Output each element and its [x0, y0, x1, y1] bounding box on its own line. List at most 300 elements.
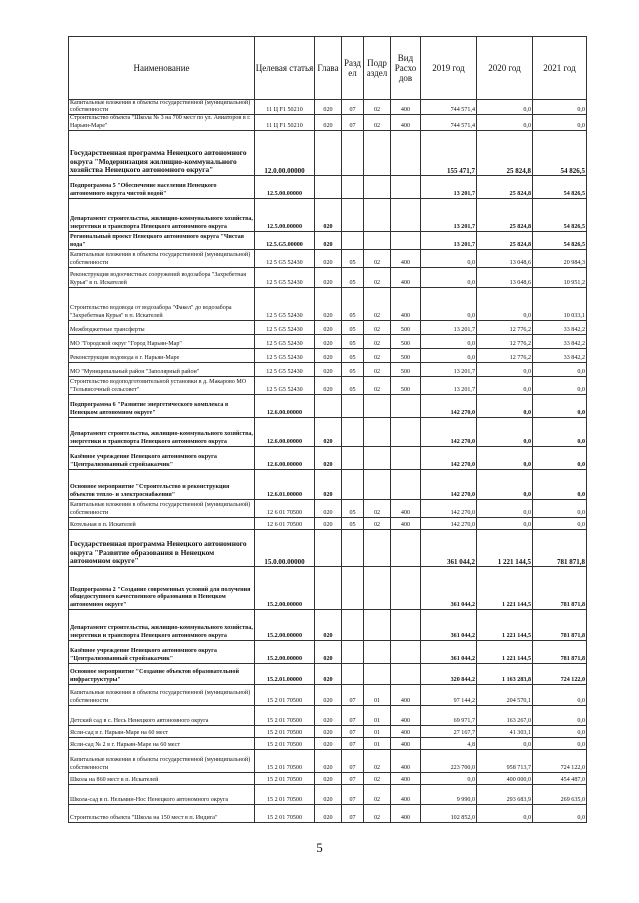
- row-target: 12 5 G5 52430: [255, 287, 315, 320]
- row-section: 07: [342, 772, 364, 784]
- row-name: Подпрограмма 5 "Обеспечение населения Ненецкого автономного округа чистой водой": [69, 175, 255, 198]
- row-2019: 13 201,7: [421, 198, 477, 231]
- row-subsection: 02: [364, 362, 391, 376]
- row-name: Подпрограмма 2 "Создание современных условий для получения общедоступного качественного образования в Ненецком автономном округе": [69, 566, 255, 609]
- row-section: 07: [342, 737, 364, 749]
- row-2019: 9 990,0: [421, 784, 477, 804]
- row-subsection: 02: [364, 772, 391, 784]
- row-chapter: 020: [315, 417, 342, 446]
- row-target: 12.5.00.00000: [255, 198, 315, 231]
- row-expense-type: 500: [391, 334, 421, 348]
- row-name: Детский сад в с. Несь Ненецкого автономного округа: [69, 705, 255, 725]
- row-2019: 0,0: [421, 287, 477, 320]
- row-2021: 0,0: [533, 417, 587, 446]
- row-chapter: 020: [315, 737, 342, 749]
- row-2019: 4,8: [421, 737, 477, 749]
- row-2021: 0,0: [533, 469, 587, 499]
- row-2021: 10 033,1: [533, 287, 587, 320]
- row-2019: 0,0: [421, 249, 477, 267]
- row-chapter: 020: [315, 469, 342, 499]
- table-row: [69, 130, 587, 175]
- table-row: [69, 417, 587, 446]
- row-chapter: [315, 529, 342, 566]
- row-chapter: 020: [315, 198, 342, 231]
- row-subsection: [364, 566, 391, 609]
- row-2020: 1 221 144,5: [477, 640, 533, 663]
- row-section: [342, 566, 364, 609]
- row-target: 12 5 G5 52430: [255, 348, 315, 362]
- row-2020: 12 776,2: [477, 334, 533, 348]
- row-target: 12.6.00.00000: [255, 417, 315, 446]
- row-name: Капитальные вложения в объекты государственной (муниципальной) собственности: [69, 684, 255, 705]
- row-chapter: 020: [315, 287, 342, 320]
- row-2021: 33 842,2: [533, 320, 587, 334]
- row-2019: 361 044,2: [421, 640, 477, 663]
- row-2019: 142 270,0: [421, 446, 477, 469]
- table-row: [69, 684, 587, 705]
- row-expense-type: 400: [391, 267, 421, 287]
- row-2021: 0,0: [533, 100, 587, 115]
- row-section: 05: [342, 517, 364, 529]
- row-subsection: 02: [364, 784, 391, 804]
- row-2019: 320 844,2: [421, 663, 477, 684]
- row-subsection: [364, 640, 391, 663]
- row-expense-type: [391, 469, 421, 499]
- row-subsection: 02: [364, 348, 391, 362]
- row-section: 07: [342, 684, 364, 705]
- table-row: [69, 772, 587, 784]
- row-name: Департамент строительства, жилищно-коммунального хозяйства, энергетики и транспорта Ненецкого автономного округа: [69, 198, 255, 231]
- row-section: [342, 198, 364, 231]
- header-target: Целевая статья: [255, 37, 315, 100]
- row-2019: 0,0: [421, 772, 477, 784]
- row-2021: 781 871,8: [533, 566, 587, 609]
- row-expense-type: 400: [391, 249, 421, 267]
- row-chapter: 020: [315, 772, 342, 784]
- row-2021: 781 871,8: [533, 640, 587, 663]
- row-2019: 0,0: [421, 348, 477, 362]
- row-section: [342, 640, 364, 663]
- budget-table: [68, 36, 587, 823]
- row-2020: 400 000,0: [477, 772, 533, 784]
- row-chapter: 020: [315, 725, 342, 737]
- row-subsection: 02: [364, 376, 391, 394]
- header-expense-type: Вид Расхо дов: [391, 37, 421, 100]
- table-row: [69, 100, 587, 115]
- row-2021: 10 951,2: [533, 267, 587, 287]
- row-chapter: 020: [315, 376, 342, 394]
- header-2020: 2020 год: [477, 37, 533, 100]
- row-2019: 142 270,0: [421, 394, 477, 417]
- row-section: [342, 609, 364, 640]
- row-chapter: 020: [315, 348, 342, 362]
- row-chapter: [315, 394, 342, 417]
- header-name: Наименование: [69, 37, 255, 100]
- row-expense-type: 400: [391, 705, 421, 725]
- table-row: [69, 784, 587, 804]
- table-row: [69, 705, 587, 725]
- row-2021: 0,0: [533, 517, 587, 529]
- row-section: 05: [342, 362, 364, 376]
- row-expense-type: 400: [391, 737, 421, 749]
- table-row: [69, 287, 587, 320]
- row-target: 15 2 01 70500: [255, 784, 315, 804]
- row-2019: 155 471,7: [421, 130, 477, 175]
- row-target: 15 2 01 70500: [255, 684, 315, 705]
- row-2021: 781 871,8: [533, 609, 587, 640]
- row-expense-type: [391, 198, 421, 231]
- row-expense-type: 500: [391, 376, 421, 394]
- row-2020: 293 683,9: [477, 784, 533, 804]
- row-chapter: 020: [315, 517, 342, 529]
- row-2019: 744 571,4: [421, 100, 477, 115]
- row-chapter: 020: [315, 231, 342, 249]
- row-2020: 25 824,8: [477, 231, 533, 249]
- row-2020: 204 570,1: [477, 684, 533, 705]
- row-target: 12 6 01 70500: [255, 517, 315, 529]
- row-chapter: 020: [315, 609, 342, 640]
- table-row: [69, 362, 587, 376]
- table-row: [69, 198, 587, 231]
- table-row: [69, 529, 587, 566]
- row-subsection: 01: [364, 684, 391, 705]
- row-expense-type: 400: [391, 517, 421, 529]
- row-section: 07: [342, 804, 364, 822]
- row-2020: 163 267,0: [477, 705, 533, 725]
- row-expense-type: [391, 529, 421, 566]
- table-row: [69, 231, 587, 249]
- table-row: [69, 725, 587, 737]
- row-2021: 0,0: [533, 499, 587, 517]
- row-expense-type: [391, 609, 421, 640]
- row-2020: 0,0: [477, 394, 533, 417]
- row-2019: 13 201,7: [421, 320, 477, 334]
- row-target: 12.0.00.00000: [255, 130, 315, 175]
- row-2019: 361 044,2: [421, 566, 477, 609]
- row-chapter: 020: [315, 320, 342, 334]
- row-chapter: 020: [315, 684, 342, 705]
- row-2020: 13 048,6: [477, 249, 533, 267]
- row-target: 15.2.00.00000: [255, 640, 315, 663]
- row-name: Региональный проект Ненецкого автономного округа "Чистая вода": [69, 231, 255, 249]
- row-chapter: 020: [315, 362, 342, 376]
- table-row: [69, 517, 587, 529]
- row-subsection: [364, 231, 391, 249]
- row-subsection: [364, 394, 391, 417]
- row-subsection: [364, 198, 391, 231]
- row-2019: 13 201,7: [421, 231, 477, 249]
- row-subsection: 02: [364, 804, 391, 822]
- row-chapter: 020: [315, 705, 342, 725]
- row-name: Строительство водоподготовительной установки в д. Макарово МО "Тельвисочный сельсовет": [69, 376, 255, 394]
- row-target: 12.6.00.00000: [255, 446, 315, 469]
- row-section: 05: [342, 287, 364, 320]
- row-2020: 0,0: [477, 446, 533, 469]
- row-2020: 25 824,8: [477, 130, 533, 175]
- table-row: [69, 267, 587, 287]
- row-2021: 0,0: [533, 362, 587, 376]
- row-chapter: 020: [315, 334, 342, 348]
- table-row: [69, 804, 587, 822]
- row-expense-type: [391, 446, 421, 469]
- row-2020: 1 221 144,5: [477, 566, 533, 609]
- row-subsection: 01: [364, 737, 391, 749]
- row-target: 15 2 01 70500: [255, 749, 315, 772]
- row-target: 12.5.G5.00000: [255, 231, 315, 249]
- row-2019: 142 270,0: [421, 469, 477, 499]
- table-row: [69, 609, 587, 640]
- row-name: Школа на 860 мест в п. Искателей: [69, 772, 255, 784]
- row-subsection: 01: [364, 725, 391, 737]
- row-expense-type: 500: [391, 362, 421, 376]
- row-name: Реконструкция водоочистных сооружений водозабора "Захребетная Курья" в п. Искателей: [69, 267, 255, 287]
- row-expense-type: 400: [391, 115, 421, 130]
- row-2021: 269 635,0: [533, 784, 587, 804]
- row-section: 07: [342, 749, 364, 772]
- row-2019: 0,0: [421, 334, 477, 348]
- row-subsection: 02: [364, 320, 391, 334]
- row-target: 12 5 G5 52430: [255, 362, 315, 376]
- row-section: 07: [342, 725, 364, 737]
- row-subsection: 02: [364, 249, 391, 267]
- row-name: Департамент строительства, жилищно-коммунального хозяйства, энергетики и транспорта Ненецкого автономного округа: [69, 417, 255, 446]
- header-chapter: Глава: [315, 37, 342, 100]
- row-expense-type: 400: [391, 499, 421, 517]
- row-2019: 0,0: [421, 267, 477, 287]
- row-2020: 0,0: [477, 737, 533, 749]
- row-chapter: 020: [315, 804, 342, 822]
- row-section: 07: [342, 705, 364, 725]
- row-subsection: 02: [364, 517, 391, 529]
- row-subsection: [364, 469, 391, 499]
- row-expense-type: [391, 417, 421, 446]
- row-target: 12 5 G5 52430: [255, 267, 315, 287]
- row-section: [342, 529, 364, 566]
- page-number: 5: [316, 840, 323, 855]
- row-2019: 27 167,7: [421, 725, 477, 737]
- table-row: [69, 115, 587, 130]
- row-expense-type: [391, 175, 421, 198]
- row-2021: 0,0: [533, 804, 587, 822]
- row-name: Капитальные вложения в объекты государственной (муниципальной) собственности: [69, 249, 255, 267]
- table-row: [69, 249, 587, 267]
- row-2019: 13 201,7: [421, 376, 477, 394]
- row-chapter: 020: [315, 267, 342, 287]
- row-expense-type: 400: [391, 100, 421, 115]
- row-name: Межбюджетные трансферты: [69, 320, 255, 334]
- row-2020: 0,0: [477, 469, 533, 499]
- row-chapter: 020: [315, 784, 342, 804]
- row-subsection: [364, 175, 391, 198]
- row-name: Подпрограмма 6 "Развитие энергетического комплекса в Ненецком автономном округе": [69, 394, 255, 417]
- row-target: 15 2 01 70500: [255, 705, 315, 725]
- row-2020: 1 221 144,5: [477, 609, 533, 640]
- row-subsection: [364, 417, 391, 446]
- row-2021: 0,0: [533, 394, 587, 417]
- row-subsection: 02: [364, 334, 391, 348]
- row-2019: 97 144,2: [421, 684, 477, 705]
- row-target: 12.6.01.00000: [255, 469, 315, 499]
- row-2021: 781 871,8: [533, 529, 587, 566]
- row-section: 05: [342, 320, 364, 334]
- row-chapter: 020: [315, 640, 342, 663]
- table-row: [69, 376, 587, 394]
- row-expense-type: [391, 394, 421, 417]
- row-expense-type: 400: [391, 772, 421, 784]
- row-name: Реконструкция водовода в г. Нарьян-Маре: [69, 348, 255, 362]
- row-chapter: 020: [315, 115, 342, 130]
- row-expense-type: [391, 663, 421, 684]
- row-2020: 12 776,2: [477, 348, 533, 362]
- row-2020: 0,0: [477, 499, 533, 517]
- row-2019: 361 044,2: [421, 609, 477, 640]
- row-section: [342, 663, 364, 684]
- table-row: [69, 749, 587, 772]
- row-2019: 102 852,0: [421, 804, 477, 822]
- row-name: МО "Муниципальный район "Заполярный район": [69, 362, 255, 376]
- row-2021: 0,0: [533, 115, 587, 130]
- row-chapter: 020: [315, 446, 342, 469]
- row-2019: 13 201,7: [421, 362, 477, 376]
- row-2019: 142 270,0: [421, 517, 477, 529]
- row-target: 11 Ц F1 50210: [255, 115, 315, 130]
- row-target: 12 6 01 70500: [255, 499, 315, 517]
- row-2020: 0,0: [477, 362, 533, 376]
- row-target: 15 2 01 70500: [255, 737, 315, 749]
- row-section: 05: [342, 348, 364, 362]
- row-2021: 0,0: [533, 725, 587, 737]
- row-subsection: 02: [364, 499, 391, 517]
- table-row: [69, 663, 587, 684]
- row-2021: 724 122,0: [533, 749, 587, 772]
- row-target: 15.2.00.00000: [255, 609, 315, 640]
- table-header-row: [69, 37, 587, 100]
- row-2021: 54 826,5: [533, 175, 587, 198]
- row-2021: 454 487,0: [533, 772, 587, 784]
- row-2019: 223 700,0: [421, 749, 477, 772]
- row-target: 15 2 01 70500: [255, 804, 315, 822]
- row-expense-type: [391, 231, 421, 249]
- row-expense-type: 500: [391, 348, 421, 362]
- row-chapter: 020: [315, 749, 342, 772]
- row-2020: 25 824,8: [477, 175, 533, 198]
- row-expense-type: 400: [391, 749, 421, 772]
- row-expense-type: [391, 566, 421, 609]
- row-2021: 0,0: [533, 705, 587, 725]
- table-row: [69, 737, 587, 749]
- row-name: Строительство водовода от водозабора "Факел" до водозабора "Захребетная Курья" в п. Искателей: [69, 287, 255, 320]
- row-name: Казённое учреждение Ненецкого автономного округа "Централизованный стройзаказчик": [69, 446, 255, 469]
- row-2021: 0,0: [533, 684, 587, 705]
- row-name: Государственная программа Ненецкого автономного округа "Модернизация жилищно-коммунального хозяйства Ненецкого автономного округа": [69, 130, 255, 175]
- row-name: Основное мероприятие "Строительство и реконструкция объектов тепло- и электроснабжения": [69, 469, 255, 499]
- row-2021: 0,0: [533, 446, 587, 469]
- row-name: Государственная программа Ненецкого автономного округа "Развитие образования в Ненецком автономном округе": [69, 529, 255, 566]
- row-2020: 0,0: [477, 417, 533, 446]
- row-section: [342, 130, 364, 175]
- row-2020: 0,0: [477, 517, 533, 529]
- row-section: 05: [342, 249, 364, 267]
- row-name: Строительство объекта "Школа на 150 мест в п. Индига": [69, 804, 255, 822]
- row-section: [342, 175, 364, 198]
- table-row: [69, 348, 587, 362]
- row-section: [342, 469, 364, 499]
- row-name: Капитальные вложения в объекты государственной (муниципальной) собственности: [69, 499, 255, 517]
- row-2019: 142 270,0: [421, 499, 477, 517]
- row-2020: 0,0: [477, 115, 533, 130]
- row-name: Строительство объекта "Школа № 3 на 700 мест по ул. Авиаторов в г. Нарьян-Маре": [69, 115, 255, 130]
- row-subsection: 01: [364, 705, 391, 725]
- header-section: Разд ел: [342, 37, 364, 100]
- row-2020: 1 221 144,5: [477, 529, 533, 566]
- row-subsection: 02: [364, 115, 391, 130]
- row-expense-type: [391, 130, 421, 175]
- row-subsection: [364, 663, 391, 684]
- row-subsection: [364, 529, 391, 566]
- row-expense-type: 400: [391, 287, 421, 320]
- row-2020: 0,0: [477, 287, 533, 320]
- row-section: 05: [342, 334, 364, 348]
- row-2020: 41 303,1: [477, 725, 533, 737]
- row-section: 05: [342, 267, 364, 287]
- table-row: [69, 566, 587, 609]
- row-subsection: 02: [364, 749, 391, 772]
- table-row: [69, 334, 587, 348]
- row-name: Капитальные вложения в объекты государственной (муниципальной) собственности: [69, 749, 255, 772]
- row-expense-type: 400: [391, 725, 421, 737]
- row-2019: 13 201,7: [421, 175, 477, 198]
- row-2019: 361 044,2: [421, 529, 477, 566]
- row-target: 12 5 G5 52430: [255, 376, 315, 394]
- header-subsection: Подр аздел: [364, 37, 391, 100]
- row-2020: 25 824,8: [477, 198, 533, 231]
- row-subsection: 02: [364, 100, 391, 115]
- row-chapter: 020: [315, 499, 342, 517]
- row-name: Школа-сад в п. Нельмин-Нос Ненецкого автономного округа: [69, 784, 255, 804]
- row-section: [342, 231, 364, 249]
- table-row: [69, 446, 587, 469]
- row-2021: 33 842,2: [533, 334, 587, 348]
- table-row: [69, 499, 587, 517]
- row-chapter: [315, 175, 342, 198]
- row-target: 12 5 G5 52430: [255, 249, 315, 267]
- row-target: 15.2.01.00000: [255, 663, 315, 684]
- row-subsection: [364, 609, 391, 640]
- row-2020: 1 163 283,8: [477, 663, 533, 684]
- row-2020: 0,0: [477, 376, 533, 394]
- row-expense-type: 500: [391, 320, 421, 334]
- row-section: 07: [342, 100, 364, 115]
- row-2020: 0,0: [477, 804, 533, 822]
- row-target: 12 5 G5 52430: [255, 320, 315, 334]
- row-section: 05: [342, 499, 364, 517]
- row-expense-type: 400: [391, 784, 421, 804]
- row-section: [342, 394, 364, 417]
- row-target: 12.5.00.00000: [255, 175, 315, 198]
- row-subsection: 02: [364, 287, 391, 320]
- row-2021: 54 826,5: [533, 231, 587, 249]
- row-name: Ясли-сад в г. Нарьян-Маре на 60 мест: [69, 725, 255, 737]
- row-2021: 0,0: [533, 737, 587, 749]
- row-name: Котельная в п. Искателей: [69, 517, 255, 529]
- row-chapter: [315, 130, 342, 175]
- row-target: 15 2 01 70500: [255, 772, 315, 784]
- row-name: Капитальные вложения в объекты государственной (муниципальной) собственности: [69, 100, 255, 115]
- row-name: МО "Городской округ "Город Нарьян-Мар": [69, 334, 255, 348]
- table-row: [69, 320, 587, 334]
- table-row: [69, 640, 587, 663]
- row-subsection: 02: [364, 267, 391, 287]
